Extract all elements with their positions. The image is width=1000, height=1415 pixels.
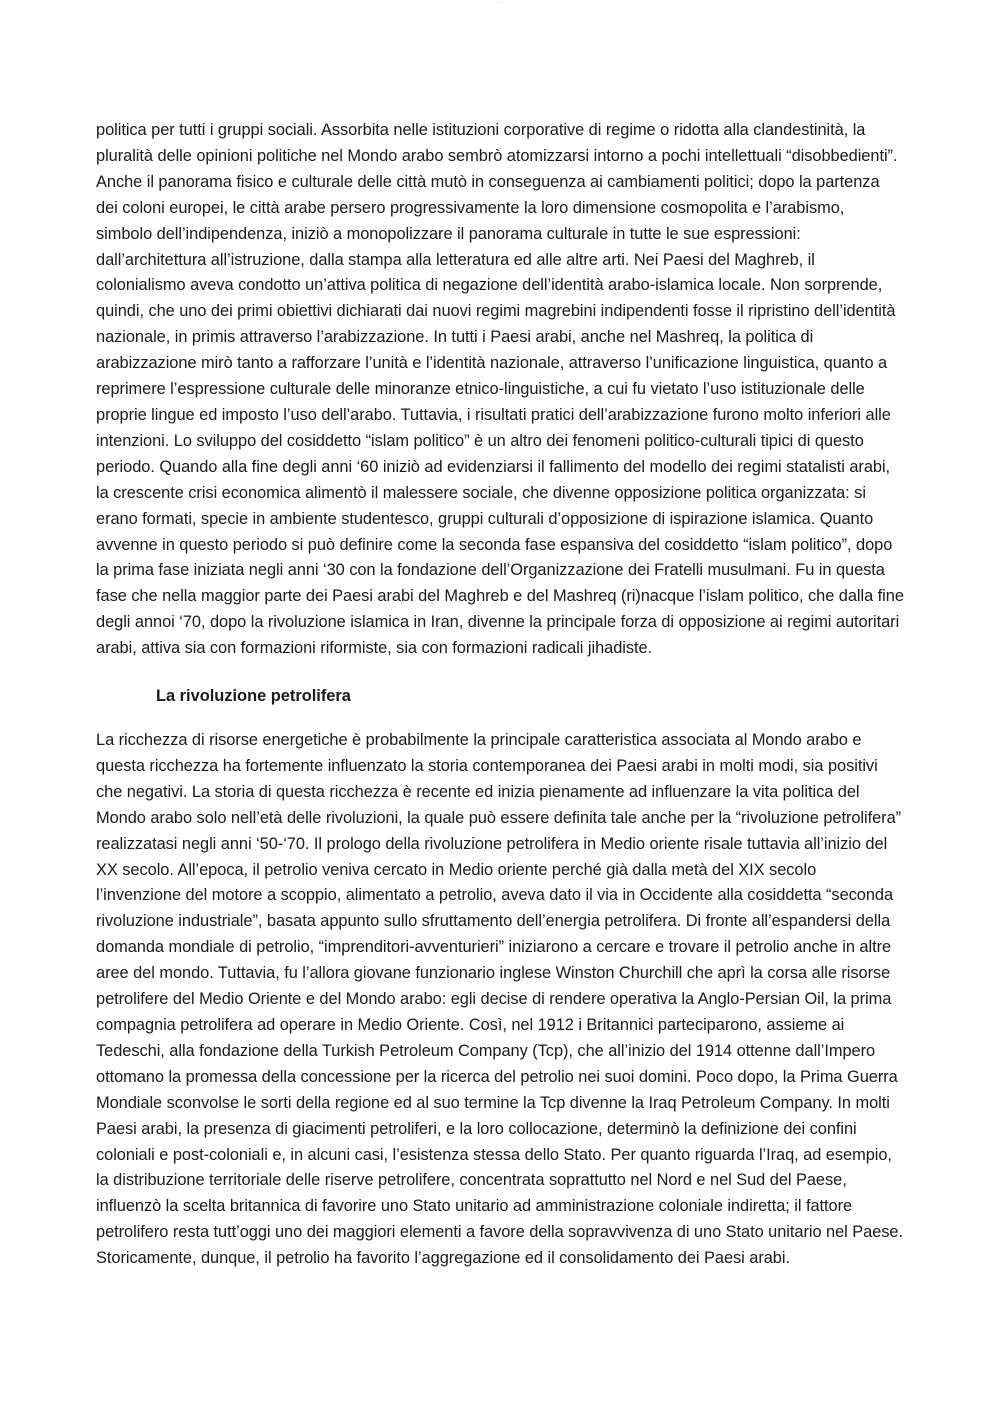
body-paragraph-2: La ricchezza di risorse energetiche è probabilmente la principale caratteristica associata al Mondo arabo e questa ricchezza ha fortemente influenzato la storia contemporanea dei Paesi arabi in molti modi, sia positivi che negativi. La storia di questa ricchezza è recente ed inizia pienamente ad influenzare la vita politica del Mondo arabo solo nell’età delle rivoluzioni, la quale può essere definita tale anche per la “rivoluzione petrolifera” realizzatasi negli anni ‘50-‘70. Il prologo della rivoluzione petrolifera in Medio oriente risale tuttavia all’inizio del XX secolo. All’epoca, il petrolio veniva cercato in Medio oriente perché già dalla metà del XIX secolo l’invenzione del motore a scoppio, alimentato a petrolio, aveva dato il via in Occidente alla cosiddetta “seconda rivoluzione industriale”, basata appunto sullo sfruttamento dell’energia petrolifera. Di fronte all’espandersi della domanda mondiale di petrolio, “imprenditori-avventurieri” iniziarono a cercare e trovare il petrolio anche in altre aree del mondo. Tuttavia, fu l’allora giovane funzionario inglese Winston Churchill che aprì la corsa alle risorse petrolifere del Medio Oriente e del Mondo arabo: egli decise di rendere operativa la Anglo-Persian Oil, la prima compagnia petrolifera ad operare in Medio Oriente. Così, nel 1912 i Britannici parteciparono, assieme ai Tedeschi, alla fondazione della Turkish Petroleum Company (Tcp), che all’inizio del 1914 ottenne dall’Impero ottomano la promessa della concessione per la ricerca del petrolio nei suoi domini. Poco dopo, la Prima Guerra Mondiale sconvolse le sorti della regione ed al suo termine la Tcp divenne la Iraq Petroleum Company. In molti Paesi arabi, la presenza di giacimenti petroliferi, e la loro collocazione, determinò la definizione dei confini coloniali e post-coloniali e, in alcuni casi, l’esistenza stessa dello Stato. Per quanto riguarda l’Iraq, ad esempio, la distribuzione territoriale delle riserve petrolifere, concentrata soprattutto nel Nord e nel Sud del Paese, influenzò la scelta britannica di favorire uno Stato unitario ad amministrazione coloniale indiretta; il fattore petrolifero resta tutt’oggi uno dei maggiori elementi a favore della sopravvivenza di uno Stato unitario nel Paese. Storicamente, dunque, il petrolio ha favorito l’aggregazione ed il consolidamento dei Paesi arabi. xyxy=(96,731,903,1268)
section-heading: La rivoluzione petrolifera xyxy=(156,687,351,706)
body-paragraph-1: politica per tutti i gruppi sociali. Assorbita nelle istituzioni corporative di regime o ridotta alla clandestinità, la pluralità delle opinioni politiche nel Mondo arabo sembrò atomizzarsi intorno a pochi intellettuali “disobbedienti”. Anche il panorama fisico e culturale delle città mutò in conseguenza ai cambiamenti politici; dopo la partenza dei coloni europei, le città arabe persero progressivamente la loro dimensione cosmopolita e l’arabismo, simbolo dell’indipendenza, iniziò a monopolizzare il panorama culturale in tutte le sue espressioni: dall’architettura all’istruzione, dalla stampa alla letteratura ed alle altre arti. Nei Paesi del Maghreb, il colonialismo aveva condotto un’attiva politica di negazione dell’identità arabo-islamica locale. Non sorprende, quindi, che uno dei primi obiettivi dichiarati dai nuovi regimi magrebini indipendenti fosse il ripristino dell’identità nazionale, in primis attraverso l’arabizzazione. In tutti i Paesi arabi, anche nel Mashreq, la politica di arabizzazione mirò tanto a rafforzare l’unità e l’identità nazionale, attraverso l’unificazione linguistica, quanto a reprimere l’espressione culturale delle minoranze etnico-linguistiche, a cui fu vietato l’uso istituzionale delle proprie lingue ed imposto l’uso dell’arabo. Tuttavia, i risultati pratici dell’arabizzazione furono molto inferiori alle intenzioni. Lo sviluppo del cosiddetto “islam politico” è un altro dei fenomeni politico-culturali tipici di questo periodo. Quando alla fine degli anni ‘60 iniziò ad evidenziarsi il fallimento del modello dei regimi statalisti arabi, la crescente crisi economica alimentò il malessere sociale, che divenne opposizione politica organizzata: si erano formati, specie in ambiente studentesco, gruppi culturali d’opposizione di ispirazione islamica. Quanto avvenne in questo periodo si può definire come la seconda fase espansiva del cosiddetto “islam politico”, dopo la prima fase iniziata negli anni ‘30 con la fondazione dell’Organizzazione dei Fratelli musulmani. Fu in questa fase che nella maggior parte dei Paesi arabi del Maghreb e del Mashreq (ri)nacque l’islam politico, che dalla fine degli annoi ‘70, dopo la rivoluzione islamica in Iran, divenne la principale forza di opposizione ai regimi autoritari arabi, attiva sia con formazioni riformiste, sia con formazioni radicali jihadiste. xyxy=(96,121,904,658)
page-header-mark: ~~~ xyxy=(496,0,504,5)
document-page xyxy=(96,118,904,1272)
